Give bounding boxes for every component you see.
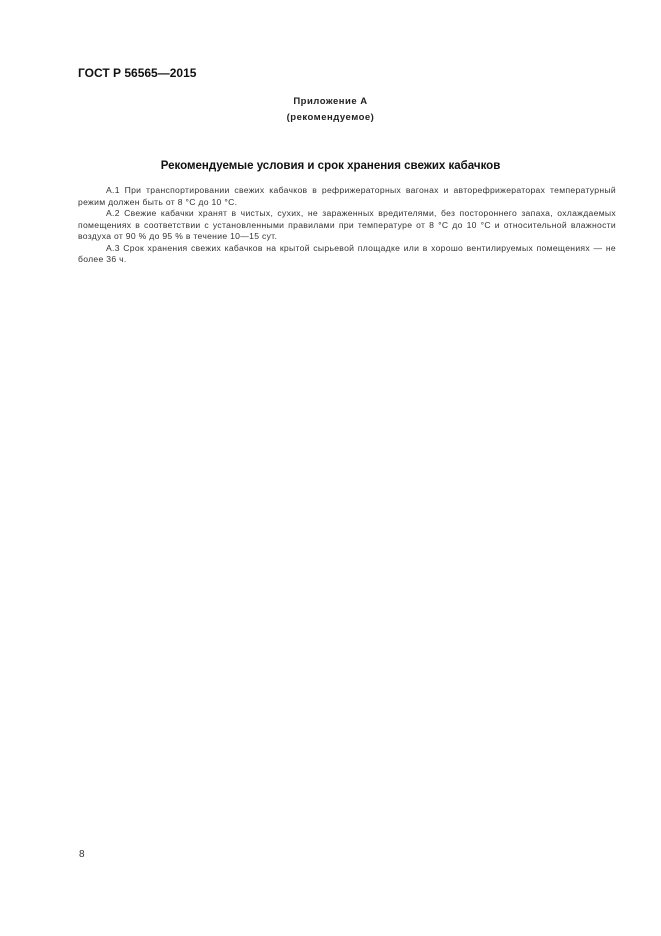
section-title: Рекомендуемые условия и срок хранения свежих кабачков — [160, 160, 501, 172]
document-body — [78, 185, 616, 266]
paragraph-a1: А.1 При транспортировании свежих кабачков в рефрижераторных вагонах и авторефрижераторах температурный режим должен быть от 8 °С до 10 °С. — [78, 185, 616, 207]
standard-header: ГОСТ Р 56565—2015 — [78, 66, 197, 80]
appendix-label: Приложение А — [293, 96, 368, 107]
paragraph-a3: А.3 Срок хранения свежих кабачков на крытой сырьевой площадке или в хорошо вентилируемых помещениях — не более 36 ч. — [78, 242, 616, 264]
appendix-status: (рекомендуемое) — [286, 112, 375, 123]
page-number: 8 — [79, 849, 85, 860]
paragraph-a2: А.2 Свежие кабачки хранят в чистых, сухих, не зараженных вредителями, без постороннего запаха, охлаждаемых помещениях в соответствии с установленными правилами при температуре от 8 °С до 10 °С и относительной влажности воздуха от 90 % до 95 % в течение 10—15 сут. — [78, 208, 616, 241]
